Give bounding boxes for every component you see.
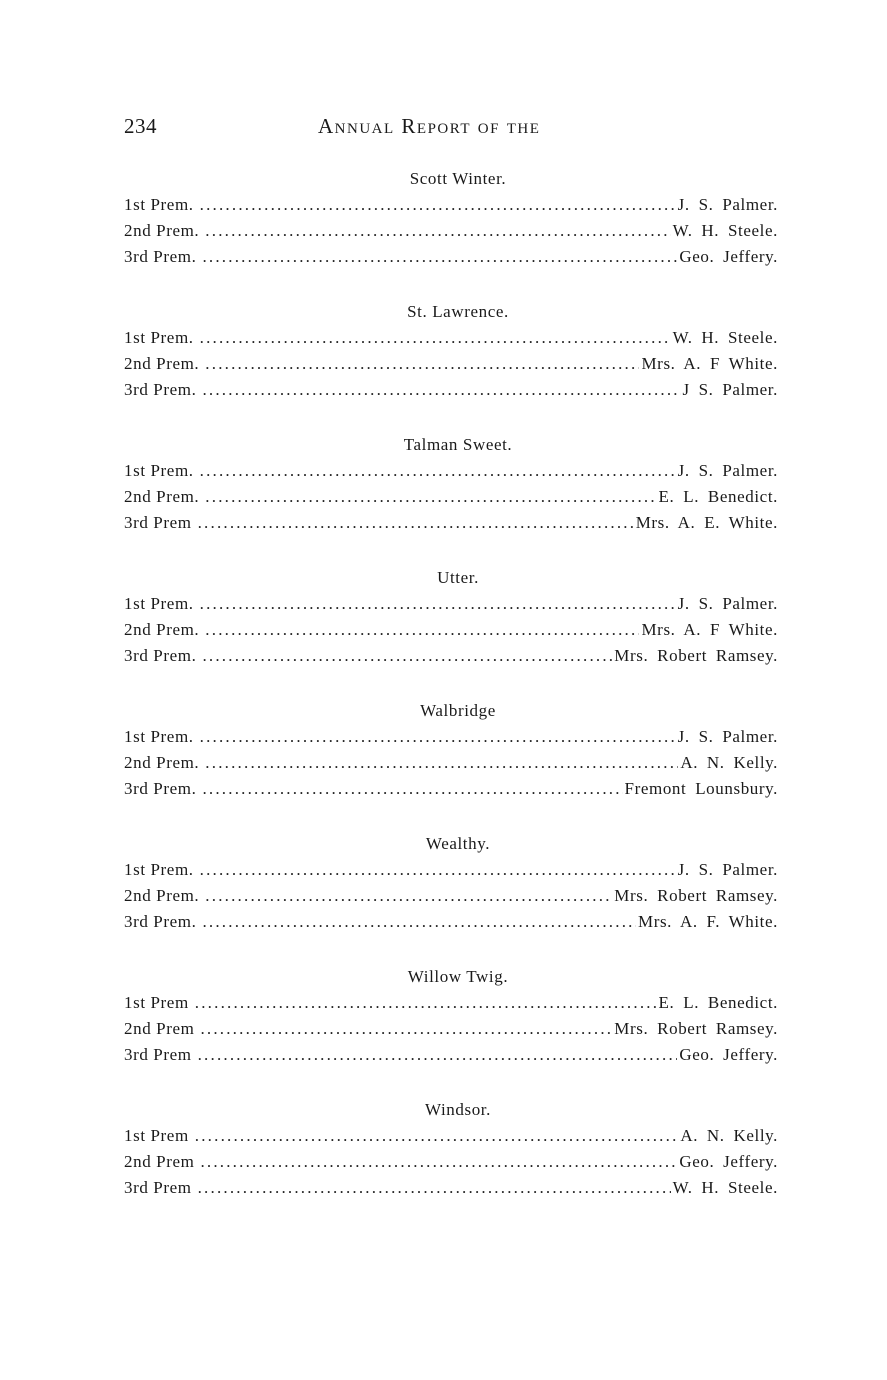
premium-entry bbox=[124, 909, 778, 935]
entry-winner: Mrs. Robert Ramsey. bbox=[614, 886, 778, 905]
entry-label: 1st Prem bbox=[124, 1126, 189, 1145]
entry-label: 2nd Prem. bbox=[124, 620, 200, 639]
section-willow-twig bbox=[124, 964, 778, 1097]
entry-label: 1st Prem. bbox=[124, 195, 194, 214]
entry-winner: Geo. Jeffery. bbox=[679, 247, 778, 266]
premium-entry bbox=[124, 776, 778, 802]
entry-winner: Mrs. Robert Ramsey. bbox=[614, 1019, 778, 1038]
dot-leader bbox=[202, 244, 677, 270]
section-st-lawrence bbox=[124, 299, 778, 432]
section-title: Willow Twig. bbox=[407, 967, 509, 986]
section-title: Talman Sweet. bbox=[403, 435, 513, 454]
premium-entry bbox=[124, 1149, 778, 1175]
dot-leader bbox=[205, 484, 656, 510]
section-title: Walbridge bbox=[420, 701, 496, 720]
dot-leader bbox=[198, 1175, 671, 1201]
entry-label: 3rd Prem. bbox=[124, 779, 197, 798]
premium-entry bbox=[124, 857, 778, 883]
section-windsor bbox=[124, 1097, 778, 1230]
dot-leader bbox=[202, 377, 680, 403]
section-utter bbox=[124, 565, 778, 698]
entry-winner: J. S. Palmer. bbox=[677, 195, 778, 214]
dot-leader bbox=[198, 510, 634, 536]
premium-entry bbox=[124, 990, 778, 1016]
premium-entry bbox=[124, 377, 778, 403]
entry-label: 2nd Prem bbox=[124, 1152, 195, 1171]
premium-entry bbox=[124, 643, 778, 669]
entry-winner: W. H. Steele. bbox=[672, 328, 778, 347]
dot-leader bbox=[202, 776, 622, 802]
entry-label: 3rd Prem bbox=[124, 1178, 192, 1197]
dot-leader bbox=[200, 458, 676, 484]
dot-leader bbox=[205, 351, 639, 377]
premium-entry bbox=[124, 218, 778, 244]
dot-leader bbox=[202, 909, 636, 935]
premium-entry bbox=[124, 617, 778, 643]
dot-leader bbox=[205, 883, 612, 909]
entry-label: 1st Prem. bbox=[124, 328, 194, 347]
entry-label: 3rd Prem. bbox=[124, 646, 197, 665]
entry-label: 3rd Prem bbox=[124, 513, 192, 532]
dot-leader bbox=[205, 750, 678, 776]
premium-entry bbox=[124, 458, 778, 484]
entry-winner: A. N. Kelly. bbox=[680, 753, 778, 772]
section-title: Windsor. bbox=[425, 1100, 491, 1119]
entry-label: 3rd Prem. bbox=[124, 912, 197, 931]
entry-label: 1st Prem. bbox=[124, 860, 194, 879]
entry-label: 1st Prem. bbox=[124, 594, 194, 613]
dot-leader bbox=[200, 325, 671, 351]
entry-winner: E. L. Benedict. bbox=[658, 487, 778, 506]
entry-winner: J. S. Palmer. bbox=[677, 860, 778, 879]
page-number: 234 bbox=[124, 114, 157, 138]
premium-entry bbox=[124, 510, 778, 536]
entry-winner: J. S. Palmer. bbox=[677, 727, 778, 746]
entry-label: 2nd Prem. bbox=[124, 487, 200, 506]
dot-leader bbox=[205, 617, 639, 643]
running-title: Annual Report of the bbox=[318, 114, 541, 138]
entry-winner: A. N. Kelly. bbox=[680, 1126, 778, 1145]
premium-entry bbox=[124, 484, 778, 510]
dot-leader bbox=[195, 990, 657, 1016]
entry-label: 1st Prem. bbox=[124, 727, 194, 746]
entry-winner: Mrs. Robert Ramsey. bbox=[614, 646, 778, 665]
entry-winner: Geo. Jeffery. bbox=[679, 1045, 778, 1064]
dot-leader bbox=[202, 643, 612, 669]
entry-winner: J. S. Palmer. bbox=[677, 461, 778, 480]
entry-label: 3rd Prem. bbox=[124, 380, 197, 399]
entry-winner: Geo. Jeffery. bbox=[679, 1152, 778, 1171]
dot-leader bbox=[200, 192, 676, 218]
premium-list bbox=[124, 166, 778, 1230]
premium-entry bbox=[124, 883, 778, 909]
section-wealthy bbox=[124, 831, 778, 964]
entry-winner: Mrs. A. F. White. bbox=[637, 912, 778, 931]
entry-label: 3rd Prem. bbox=[124, 247, 197, 266]
premium-entry bbox=[124, 351, 778, 377]
entry-winner: Mrs. A. F White. bbox=[641, 620, 778, 639]
section-title: Wealthy. bbox=[425, 834, 491, 853]
dot-leader bbox=[205, 218, 670, 244]
premium-entry bbox=[124, 1016, 778, 1042]
entry-label: 2nd Prem bbox=[124, 1019, 195, 1038]
entry-label: 3rd Prem bbox=[124, 1045, 192, 1064]
section-walbridge bbox=[124, 698, 778, 831]
premium-entry bbox=[124, 1175, 778, 1201]
premium-entry bbox=[124, 724, 778, 750]
entry-label: 1st Prem. bbox=[124, 461, 194, 480]
premium-entry bbox=[124, 325, 778, 351]
running-head bbox=[124, 114, 784, 142]
dot-leader bbox=[195, 1123, 679, 1149]
premium-entry bbox=[124, 1042, 778, 1068]
premium-entry bbox=[124, 1123, 778, 1149]
entry-winner: J S. Palmer. bbox=[682, 380, 778, 399]
entry-label: 2nd Prem. bbox=[124, 354, 200, 373]
entry-label: 2nd Prem. bbox=[124, 886, 200, 905]
section-title: Utter. bbox=[437, 568, 479, 587]
entry-winner: Fremont Lounsbury. bbox=[624, 779, 778, 798]
entry-winner: Mrs. A. E. White. bbox=[635, 513, 778, 532]
premium-entry bbox=[124, 591, 778, 617]
dot-leader bbox=[200, 724, 676, 750]
dot-leader bbox=[198, 1042, 678, 1068]
section-talman-sweet bbox=[124, 432, 778, 565]
entry-winner: W. H. Steele. bbox=[672, 1178, 778, 1197]
entry-label: 2nd Prem. bbox=[124, 753, 200, 772]
dot-leader bbox=[200, 591, 676, 617]
entry-winner: Mrs. A. F White. bbox=[641, 354, 778, 373]
premium-entry bbox=[124, 750, 778, 776]
section-title: Scott Winter. bbox=[409, 169, 507, 188]
entry-winner: E. L. Benedict. bbox=[658, 993, 778, 1012]
section-scott-winter bbox=[124, 166, 778, 299]
premium-entry bbox=[124, 244, 778, 270]
entry-label: 1st Prem bbox=[124, 993, 189, 1012]
dot-leader bbox=[200, 1149, 677, 1175]
entry-winner: W. H. Steele. bbox=[672, 221, 778, 240]
section-title: St. Lawrence. bbox=[407, 302, 509, 321]
dot-leader bbox=[200, 857, 676, 883]
dot-leader bbox=[200, 1016, 612, 1042]
entry-winner: J. S. Palmer. bbox=[677, 594, 778, 613]
premium-entry bbox=[124, 192, 778, 218]
entry-label: 2nd Prem. bbox=[124, 221, 200, 240]
